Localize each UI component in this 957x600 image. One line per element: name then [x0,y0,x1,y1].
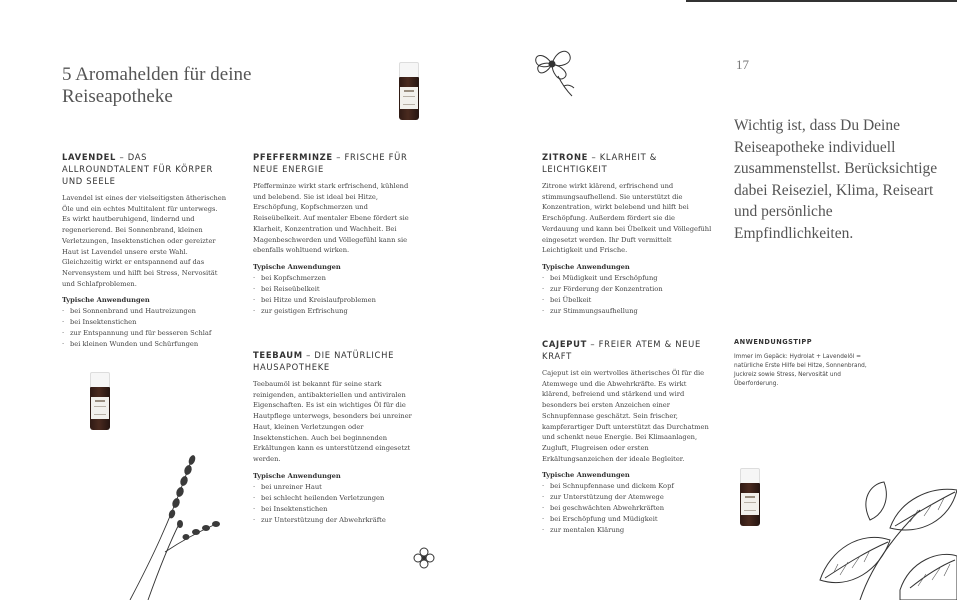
list-item: · bei Erschöpfung und Müdigkeit [542,514,712,525]
list-item: · zur Förderung der Konzentration [542,284,712,295]
uses-heading: Typische Anwendungen [253,262,341,271]
list-item: · bei unreiner Haut [253,482,413,493]
list-item: · bei Insektenstichen [62,317,227,328]
section-lavendel [62,151,227,350]
small-blossom-icon [412,546,436,570]
section-body: Pfefferminze wirkt stark erfrischend, kühlend und belebend. Sie ist ideal bei Hitze, Erschöpfung, Kopfschmerzen und Reiseübelkeit. Auf mentaler Ebene fördert sie Klarheit, Konzentration und Wachheit. Bei Magenbeschwerden und Völlegefühl kann sie ebenfalls wohltuend wirken. [253,182,409,255]
section-tagline: – FRISCHE FÜR NEUE ENERGIE [253,152,408,174]
mint-leaves-icon [800,480,957,600]
section-heading [253,151,413,175]
page-number: 17 [736,57,749,72]
list-item: · bei Schnupfennase und dickem Kopf [542,481,712,492]
section-tagline: – FREIER ATEM & NEUE KRAFT [542,339,701,361]
uses-heading: Typische Anwendungen [542,262,630,271]
top-rule [686,0,957,2]
list-item: · bei geschwächten Abwehrkräften [542,503,712,514]
flower-icon [530,42,578,98]
section-body: Cajeput ist ein wertvolles ätherisches Öl für die Atemwege und die Abwehrkräfte. Es wirkt klärend, befreiend und stärkend und wird besonders bei ersten Anzeichen einer Schnupfennase geschätzt. Sein frischer, kampferartiger Duft unterstützt das Durchatmen und schenkt neue Energie. Bei Klimaanlagen, Zugluft, Flugreisen oder ersten Erkältungsanzeichen der ideale Begleiter. [542,369,709,463]
essential-oil-bottle-icon [90,372,110,430]
section-heading [542,151,712,175]
section-body: Zitrone wirkt klärend, erfrischend und stimmungsaufhellend. Sie unterstützt die Konzentration, wirkt belebend und hilft bei Erschöpfung. Außerdem fördert sie die Verdauung und kann bei Übelkeit und Völlegefühl eingesetzt werden. Ihr Duft vermittelt Leichtigkeit und Frische. [542,182,712,255]
list-item: · bei Insektenstichen [253,504,413,515]
section-body: Teebaumöl ist bekannt für seine stark reinigenden, antibakteriellen und antiviralen Eigenschaften. Es ist ein wichtiges Öl für die Hautpflege unterwegs, besonders bei unreiner Haut, kleinen Verletzungen oder Insektenstichen. Auch bei beginnenden Erkältungen kann es unterstützend eingesetzt werden. [253,380,412,463]
section-name: LAVENDEL [62,152,117,162]
list-item: · zur Entspannung und für besseren Schlaf [62,328,227,339]
list-item: · bei Sonnenbrand und Hautreizungen [62,306,227,317]
section-name: TEEBAUM [253,350,303,360]
section-tagline: – DIE NATÜRLICHE HAUSAPOTHEKE [253,350,395,372]
tip-body: Immer im Gepäck: Hydrolat + Lavendelöl = natürliche Erste Hilfe bei Hitze, Sonnenbrand, Juckreiz sowie Stress, Nervosität und Überforderung. [734,354,867,387]
list-item: · bei kleinen Wunden und Schürfungen [62,339,227,350]
section-name: CAJEPUT [542,339,588,349]
application-tip [734,338,874,389]
uses-list [253,482,413,526]
list-item: · bei Reiseübelkeit [253,284,413,295]
list-item: · zur mentalen Klärung [542,525,712,536]
section-heading [542,338,712,362]
uses-list [62,306,227,350]
section-zitrone [542,151,712,317]
essential-oil-bottle-icon [399,62,419,120]
list-item: · bei Müdigkeit und Erschöpfung [542,273,712,284]
lavender-sprig-icon [110,452,230,600]
uses-list [542,273,712,317]
uses-heading: Typische Anwendungen [62,296,150,305]
list-item: · bei Hitze und Kreislaufproblemen [253,295,413,306]
list-item: · zur Unterstützung der Abwehrkräfte [253,515,413,526]
section-heading [62,151,227,187]
section-cajeput [542,338,712,536]
page-title: 5 Aromahelden für deine Reiseapotheke [62,64,252,107]
section-heading [253,349,413,373]
section-tagline: – KLARHEIT & LEICHTIGKEIT [542,152,658,174]
section-name: PFEFFERMINZE [253,152,333,162]
list-item: · zur geistigen Erfrischung [253,306,413,317]
tip-heading: ANWENDUNGSTIPP [734,338,813,346]
section-pfefferminze [253,151,413,317]
essential-oil-bottle-icon [740,468,760,526]
uses-list [542,481,712,536]
intro-quote: Wichtig ist, dass Du Deine Reiseapotheke individuell zusammenstellst. Berücksichtige dabei Reiseziel, Klima, Reiseart und persönliche Empfindlichkeiten. [734,117,938,242]
uses-heading: Typische Anwendungen [253,471,341,480]
uses-heading: Typische Anwendungen [542,471,630,480]
list-item: · zur Stimmungsaufhellung [542,306,712,317]
section-name: ZITRONE [542,152,589,162]
uses-list [253,273,413,317]
list-item: · bei Übelkeit [542,295,712,306]
section-teebaum [253,349,413,526]
list-item: · zur Unterstützung der Atemwege [542,492,712,503]
list-item: · bei Kopfschmerzen [253,273,413,284]
section-body: Lavendel ist eines der vielseitigsten ätherischen Öle und ein echtes Multitalent für unterwegs. Es wirkt hautberuhigend, lindernd und regenerierend. Bei Sonnenbrand, kleinen Verletzungen, Insektenstichen oder gereizter Haut ist Lavendel unsere erste Wahl. Gleichzeitig wirkt er entspannend auf das Nervensystem und hilft bei Stress, Nervosität und Schlafproblemen. [62,194,227,288]
section-tagline: – DAS ALLROUNDTALENT FÜR KÖRPER UND SEELE [62,152,214,186]
list-item: · bei schlecht heilenden Verletzungen [253,493,413,504]
